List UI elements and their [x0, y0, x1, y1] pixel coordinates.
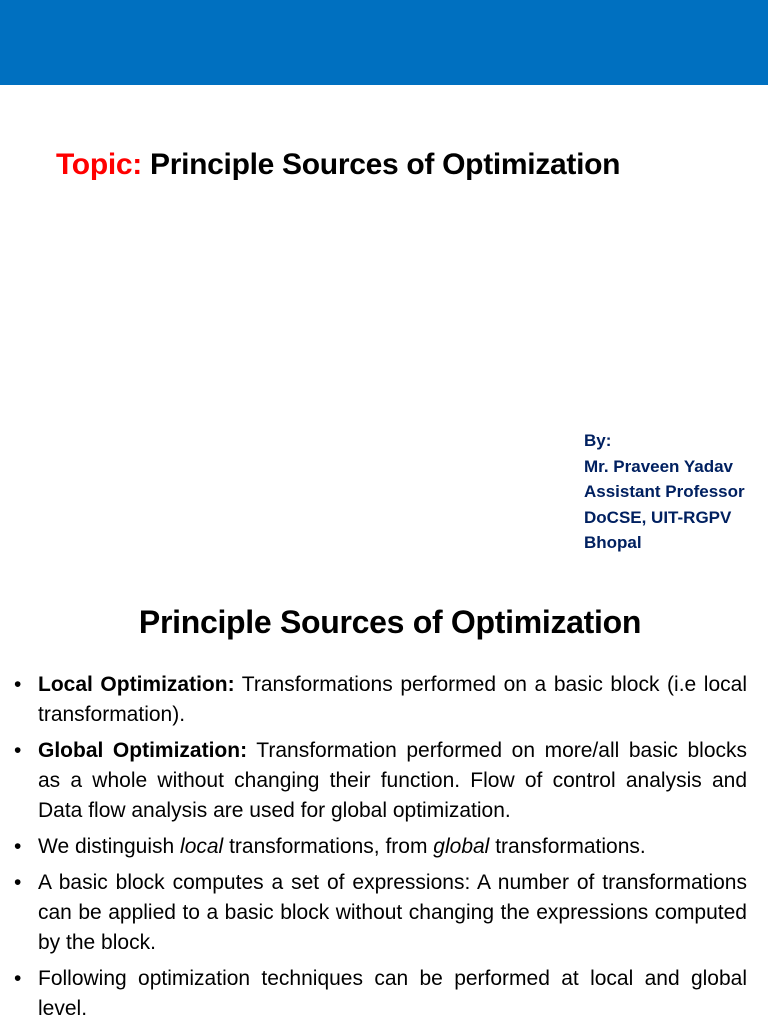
section-heading: Principle Sources of Optimization: [138, 604, 642, 640]
author-department: DoCSE, UIT-RGPV: [584, 507, 732, 527]
bullet-text: A basic block computes a set of expressions: A number of transformations can be applied to a basic block without changing the expressions computed by the block.: [38, 871, 747, 954]
bullet-text-part: We distinguish: [38, 835, 181, 858]
bullet-dot-icon: •: [14, 835, 22, 858]
bullet-item-distinguish: [14, 832, 747, 862]
author-position: Assistant Professor: [584, 482, 745, 501]
bullet-emphasis-local: local: [180, 835, 224, 858]
topic-title: Principle Sources of Optimization: [150, 148, 621, 181]
bullet-item-techniques: [14, 964, 747, 1024]
bullet-dot-icon: •: [14, 739, 22, 762]
topic-label: Topic:: [56, 148, 142, 181]
bullet-term: Global Optimization:: [38, 739, 248, 762]
bullet-term: Local Optimization:: [38, 673, 235, 696]
bullet-item-global-optimization: [14, 736, 747, 826]
author-block: [584, 428, 745, 556]
header-bar: [0, 0, 768, 85]
bullet-emphasis-global: global: [433, 835, 490, 858]
bullet-item-local-optimization: [14, 670, 747, 730]
bullet-item-basic-block: [14, 868, 747, 958]
slide-title: [56, 148, 620, 182]
author-name: Mr. Praveen Yadav: [584, 456, 734, 476]
bullet-list: [14, 670, 747, 1024]
bullet-dot-icon: •: [14, 871, 22, 894]
bullet-text-part: transformations, from: [223, 835, 434, 858]
bullet-text: Transformation performed on more/all basic blocks as a whole without changing their function. Flow of control analysis and Data flow analysis are used for global optimization.: [38, 739, 748, 822]
bullet-dot-icon: •: [14, 673, 22, 696]
author-by: By:: [584, 431, 612, 450]
bullet-dot-icon: •: [14, 967, 22, 990]
bullet-text-part: transformations.: [489, 835, 646, 858]
bullet-text: Transformations performed on a basic block (i.e local transformation).: [38, 673, 747, 726]
bullet-text: Following optimization techniques can be performed at local and global level.: [38, 967, 747, 1020]
author-city: Bhopal: [584, 533, 642, 552]
